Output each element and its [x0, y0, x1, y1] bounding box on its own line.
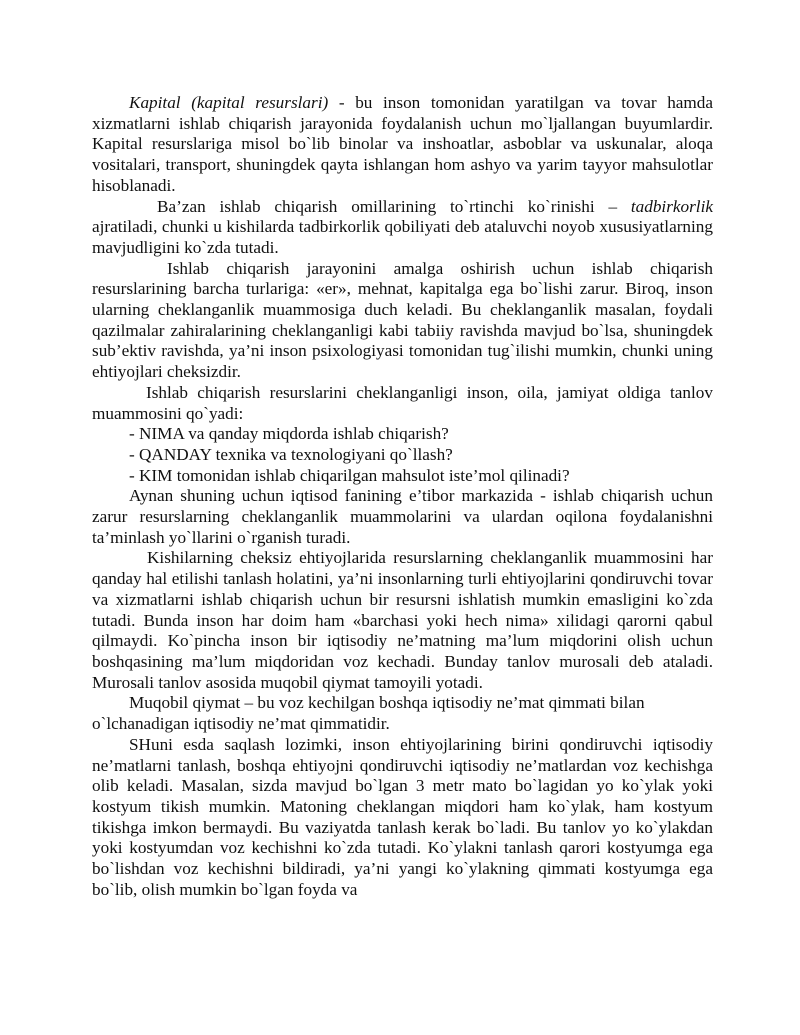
paragraph-entrepreneurship-text-b: ajratiladi, chunki u kishilarda tadbirkorlik qobiliyati deb ataluvchi noyob xususiyatlarning mavjudligini ko`zda tutadi.	[92, 217, 713, 257]
paragraph-economics-focus: Aynan shuning uchun iqtisod fanining e’tibor markazida - ishlab chiqarish uchun zarur resurslarning cheklanganlik muammolarini va ulardan oqilona foydalanishni ta’minlash yo`llarini o`rganish turadi.	[92, 486, 713, 547]
list-item: - QANDAY texnika va texnologiyani qo`llash?	[129, 444, 453, 464]
term-entrepreneurship: tadbirkorlik	[630, 196, 713, 216]
paragraph-example: SHuni esda saqlash lozimki, inson ehtiyojlarining birini qondiruvchi iqtisodiy ne’matlarni tanlash, boshqa ehtiyojni qondiruvchi iqtisodiy ne’matlardan voz kechishga olib keladi. Masalan, sizda mavjud bo`lgan 3 metr mato bo`lagidan yo ko`ylak yoki kostyum tikish mumkin. Matoning cheklangan miqdori ham ko`ylak, ham kostyum tikishga imkon bermaydi. Bu vaziyatda tanlash kerak bo`ladi. Bu tanlov yo ko`ylakdan yoki kostyumdan voz kechishni ko`zda tutadi. Ko`ylakni tanlash qarori kostyumga ega bo`lishdan voz kechishni bildiradi, ya’ni yangi ko`ylakning qimmati kostyumga ega bo`lib, olish mumkin bo`lgan foyda va	[92, 734, 713, 899]
list-item: - NIMA va qanday miqdorda ishlab chiqarish?	[129, 424, 449, 444]
term-capital: Kapital (kapital resurslari)	[129, 93, 329, 112]
paragraph-entrepreneurship	[92, 197, 713, 259]
paragraph-compromise-choice: Kishilarning cheksiz ehtiyojlarida resurslarning cheklanganlik muammosini har qanday hal etilishi tanlash holatini, ya’ni insonlarning turli ehtiyojlarini qondiruvchi tovar va xizmatlarni ishlab chiqarish uchun bir resursni ishlatish mumkin emasligini ko`zda tutadi. Bunda inson har doim ham «barchasi yoki hech nima» xilidagi qarorni qabul qilmaydi. Ko`pincha inson bir iqtisodiy ne’matning ma’lum miqdorini olish uchun boshqasining ma’lum miqdoridan voz kechadi. Bunday tanlov murosali deb ataladi. Murosali tanlov asosida muqobil qiymat tamoyili yotadi.	[92, 548, 713, 692]
paragraph-choice-problem: Ishlab chiqarish resurslarini cheklanganligi inson, oila, jamiyat oldiga tanlov muammosini qo`yadi:	[92, 382, 713, 423]
paragraph-production-resources: Ishlab chiqarish jarayonini amalga oshirish uchun ishlab chiqarish resurslarining barcha turlariga: «er», mehnat, kapitalga ega bo`lishi zarur. Biroq, inson ularning cheklanganlik muammosiga duch keladi. Bu cheklanganlik masalan, foydali qazilmalar zahiralarining cheklanganligi kabi tabiiy ravishda mavjud bo`lsa, shuningdek sub’ektiv ravishda, ya’ni inson psixologiyasi tomonidan tug`ilishi mumkin, chunki uning ehtiyojlari cheksizdir.	[92, 258, 713, 382]
paragraph-capital	[92, 93, 713, 197]
paragraph-opportunity-cost-line2: o`lchanadigan iqtisodiy ne’mat qimmatidir.	[92, 714, 390, 734]
list-item: - KIM tomonidan ishlab chiqarilgan mahsulot iste’mol qilinadi?	[129, 465, 570, 485]
paragraph-opportunity-cost-line1: Muqobil qiymat – bu voz kechilgan boshqa iqtisodiy ne’mat qimmati bilan	[129, 693, 645, 713]
paragraph-capital-text: - bu inson tomonidan yaratilgan va tovar hamda xizmatlarni ishlab chiqarish jarayonida foydalanish uchun mo`ljallangan buyumlardir. Kapital resurslariga misol bo`lib binolar va inshoatlar, asboblar va uskunalar, aloqa vositalari, transport, shuningdek qayta ishlangan hom ashyo va yarim tayyor mahsulotlar hisoblanadi.	[92, 93, 714, 195]
paragraph-entrepreneurship-text-a: Ba’zan ishlab chiqarish omillarining to`rtinchi ko`rinishi –	[157, 196, 618, 216]
